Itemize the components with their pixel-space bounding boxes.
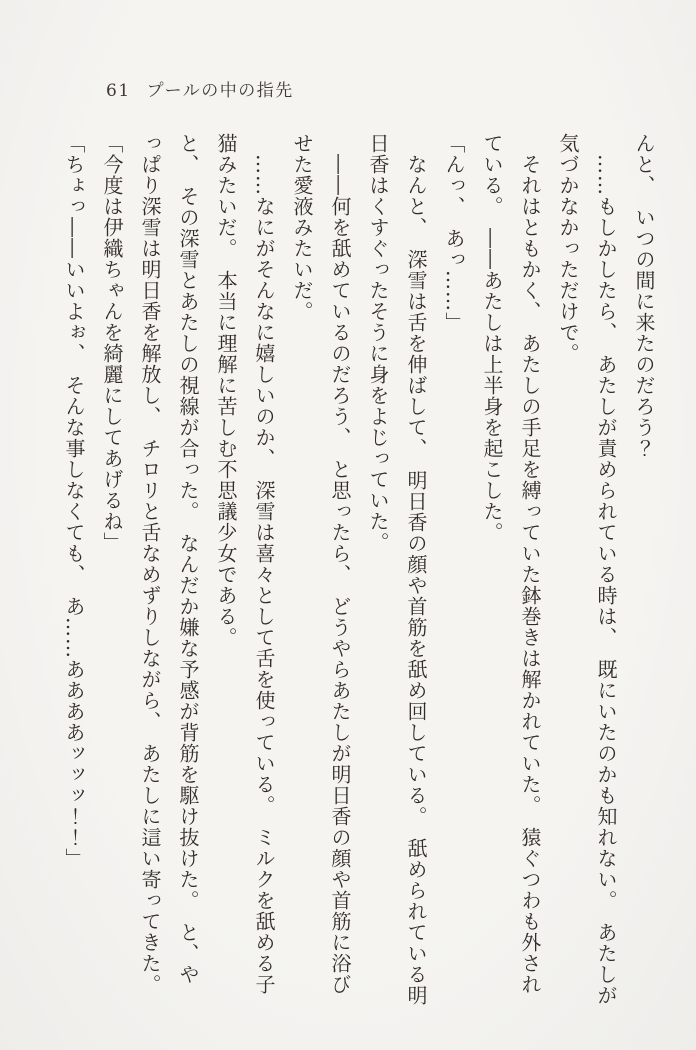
text-column: っぱり深雪は明日香を解放し、 チロリと舌なめずりしながら、 あたしに這い寄ってきた。 bbox=[138, 133, 162, 995]
text-column: ――何を舐めているのだろう、 と思ったら、 どうやらあたしが明日香の顔や首筋に浴び bbox=[328, 133, 352, 995]
text-column: なんと、 深雪は舌を伸ばして、 明日香の顔や首筋を舐め回している。 舐められている明 bbox=[404, 133, 428, 1006]
text-column: と、 その深雪とあたしの視線が合った。 なんだか嫌な予感が背筋を駆け抜けた。 と、や bbox=[176, 133, 200, 985]
page-number: 61 bbox=[106, 81, 131, 101]
text-column: 気づかなかっただけで。 bbox=[556, 133, 580, 364]
text-column: ……もしかしたら、 あたしが責められている時は、 既にいたのかも知れない。 あたしが bbox=[594, 133, 618, 1006]
text-column: ……なにがそんなに嬉しいのか、 深雪は喜々として舌を使っている。 ミルクを舐める子 bbox=[252, 133, 276, 995]
text-column: 日香はくすぐったそうに身をよじっていた。 bbox=[366, 133, 390, 553]
text-column: ている。 ――あたしは上半身を起こした。 bbox=[480, 133, 504, 543]
text-column: 猫みたいだ。 本当に理解に苦しむ不思議少女である。 bbox=[214, 133, 238, 648]
text-column: んと、 いつの間に来たのだろう？ bbox=[632, 133, 656, 459]
page-header bbox=[106, 76, 294, 101]
text-column: 「んっ、 あっ……」 bbox=[442, 133, 466, 333]
body-text bbox=[55, 133, 663, 1043]
text-column: それはともかく、 あたしの手足を縛っていた鉢巻きは解かれていた。 猿ぐつわも外され bbox=[518, 133, 542, 995]
text-column: 「今度は伊織ちゃんを綺麗にしてあげるね」 bbox=[100, 133, 124, 553]
text-column: 「ちょっ――いいよぉ、 そんな事しなくても、 あ……ああああッッッ！！」 bbox=[62, 133, 86, 869]
running-title: プールの中の指先 bbox=[146, 81, 294, 101]
text-column: せた愛液みたいだ。 bbox=[290, 133, 314, 322]
